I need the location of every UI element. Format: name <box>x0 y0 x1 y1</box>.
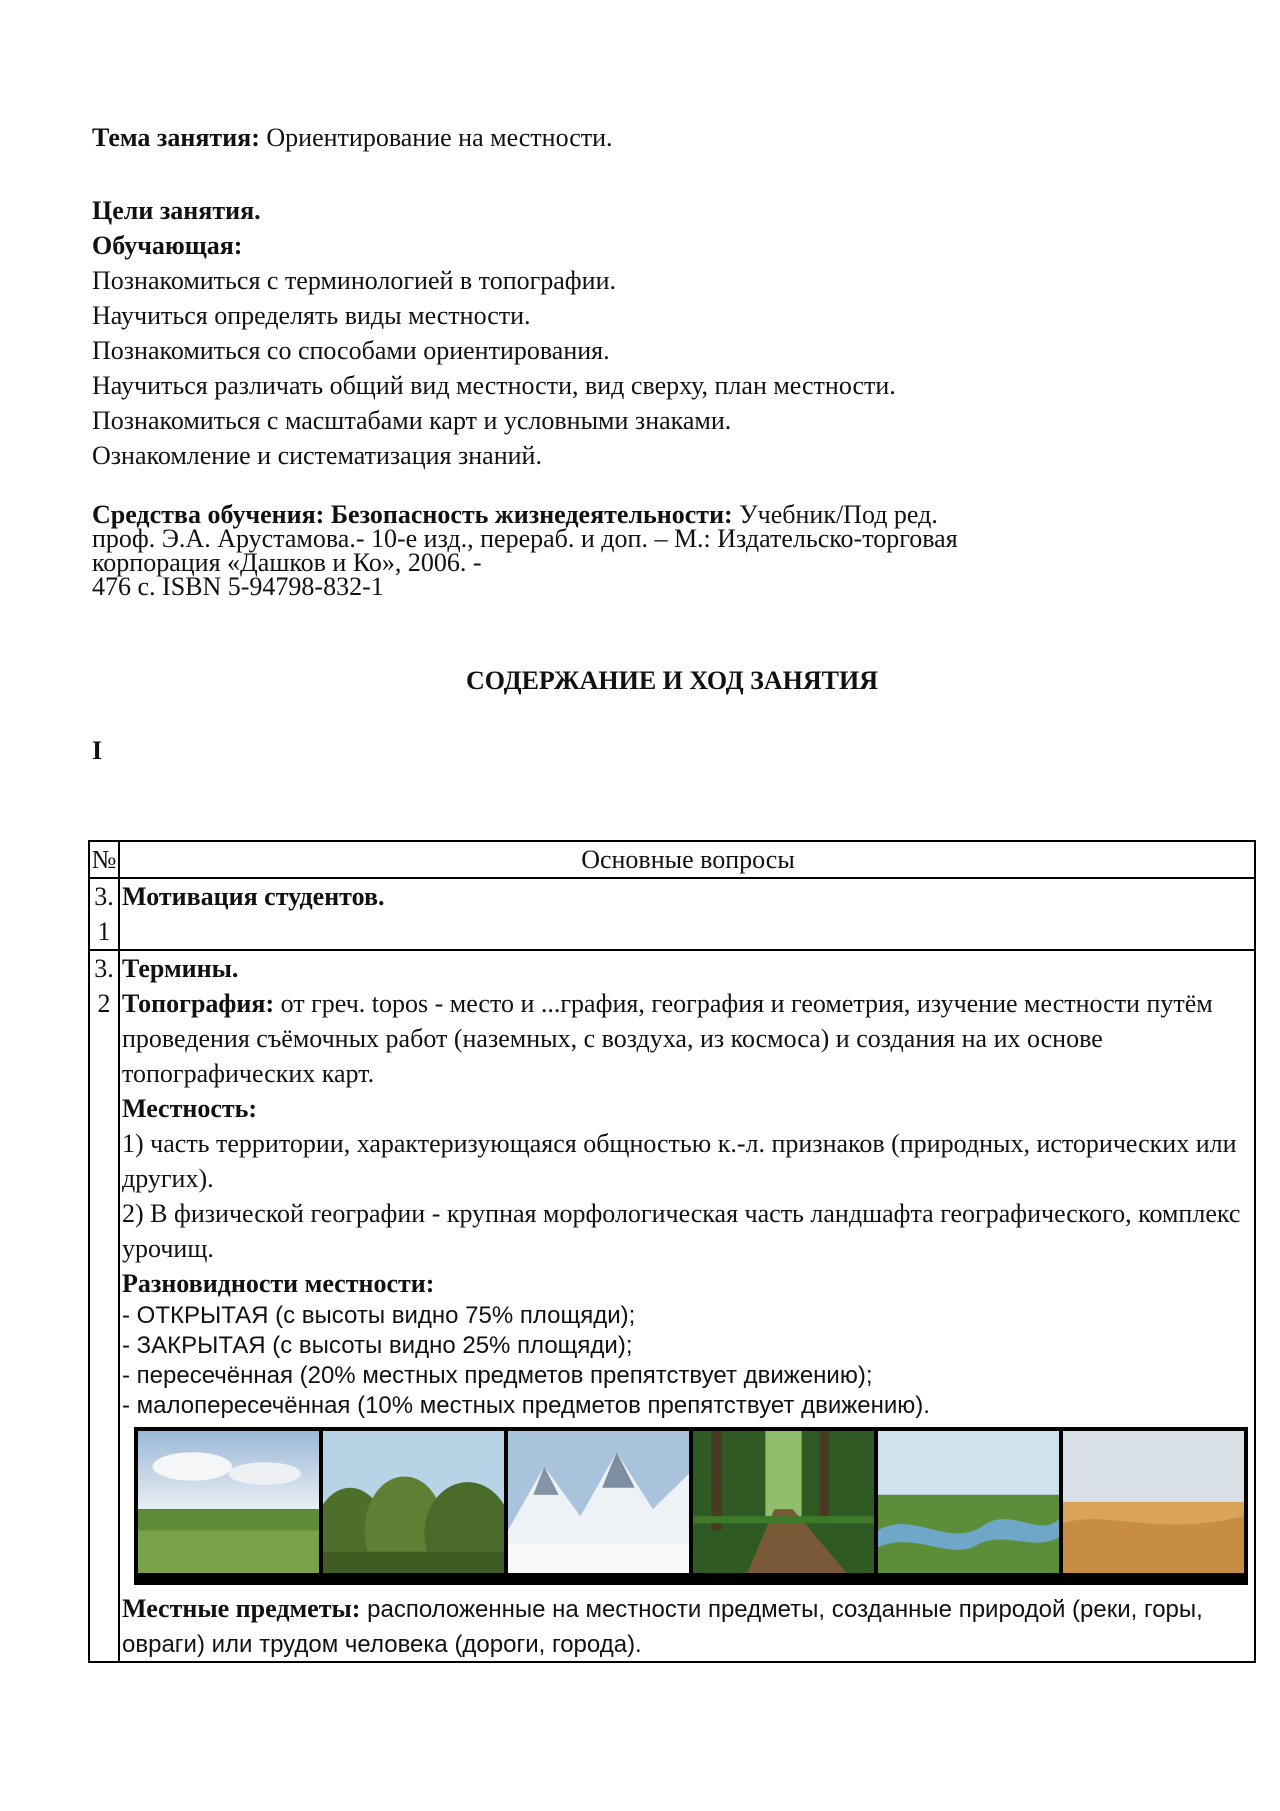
mountains-photo <box>508 1431 689 1573</box>
goal-item: Ознакомление и систематизация знаний. <box>92 441 542 470</box>
means-label: Средства обучения: Безопасность жизнедеятельности: <box>92 500 733 529</box>
row-title: Мотивация студентов. <box>122 882 385 911</box>
questions-table <box>88 840 1256 1663</box>
goal-item: Познакомиться с масштабами карт и условными знаками. <box>92 406 732 435</box>
terms-cell <box>119 950 1255 1662</box>
col-num-header: № <box>89 841 119 878</box>
goal-item: Научиться различать общий вид местности, вид сверху, план местности. <box>92 371 896 400</box>
means-line1: Учебник/Под ред. <box>732 500 938 529</box>
topic-label: Тема занятия: <box>92 123 260 152</box>
topo-text: от греч. topos - место и ...графия, география и геометрия, изучение местности путём проведения съёмочных работ (наземных, с воздуха, из космоса) и создания на их основе топографических карт. <box>122 989 1213 1088</box>
means-line4: 476 с. ISBN 5-94798-832-1 <box>92 572 384 601</box>
topic-line <box>92 120 1252 155</box>
table-row <box>89 950 1255 1662</box>
row-num: 3. 2 <box>89 950 119 1662</box>
topo-label: Топография: <box>122 989 275 1018</box>
goal-item: Научиться определять виды местности. <box>92 301 531 330</box>
topic-value: Ориентирование на местности. <box>259 123 613 152</box>
table-row <box>89 878 1255 950</box>
kind-item: - малопересечённая (10% местных предметов препятствует движению). <box>122 1392 930 1419</box>
wetland-photo <box>878 1431 1059 1573</box>
row-num: 3. 1 <box>89 878 119 950</box>
hills-photo <box>323 1431 504 1573</box>
kind-item: - ОТКРЫТАЯ (с высоты видно 75% площяди); <box>122 1302 636 1329</box>
landscape-photo-strip <box>134 1427 1248 1585</box>
means-line3: корпорация «Дашков и Ко», 2006. - <box>92 548 482 577</box>
forest-road-photo <box>693 1431 874 1573</box>
objects-text: расположенные на местности предметы, созданные природой (реки, горы, овраги) или трудом человека (дороги, города). <box>122 1596 1203 1658</box>
desert-photo <box>1063 1431 1244 1573</box>
kind-item: - ЗАКРЫТАЯ (с высоты видно 25% площяди); <box>122 1332 633 1359</box>
means-block <box>92 500 1252 601</box>
local-def-1: 1) часть территории, характеризующаяся общностью к.-л. признаков (природных, исторических или других). <box>122 1129 1237 1193</box>
terms-title: Термины. <box>122 954 239 983</box>
col-questions-header: Основные вопросы <box>119 841 1255 878</box>
objects-label: Местные предметы: <box>122 1594 361 1623</box>
means-line2: проф. Э.А. Арустамова.- 10-е изд., перераб. и доп. – М.: Издательско-торговая <box>92 524 958 553</box>
kinds-title: Разновидности местности: <box>122 1269 435 1298</box>
document-body <box>92 120 1252 599</box>
local-title: Местность: <box>122 1094 258 1123</box>
table-header-row <box>89 841 1255 878</box>
goals-subtitle: Обучающая: <box>92 231 243 260</box>
local-def-2: 2) В физической географии - крупная морфологическая часть ландшафта географического, комплекс урочищ. <box>122 1199 1241 1263</box>
kind-item: - пересечённая (20% местных предметов препятствует движению); <box>122 1362 873 1389</box>
goal-item: Познакомиться со способами ориентирования. <box>92 336 610 365</box>
field-photo <box>138 1431 319 1573</box>
goal-item: Познакомиться с терминологией в топографии. <box>92 266 616 295</box>
section-title: СОДЕРЖАНИЕ И ХОД ЗАНЯТИЯ <box>465 666 878 695</box>
section-roman: I <box>92 736 103 765</box>
kinds-list <box>122 1301 1254 1421</box>
goals-title: Цели занятия. <box>92 196 261 225</box>
